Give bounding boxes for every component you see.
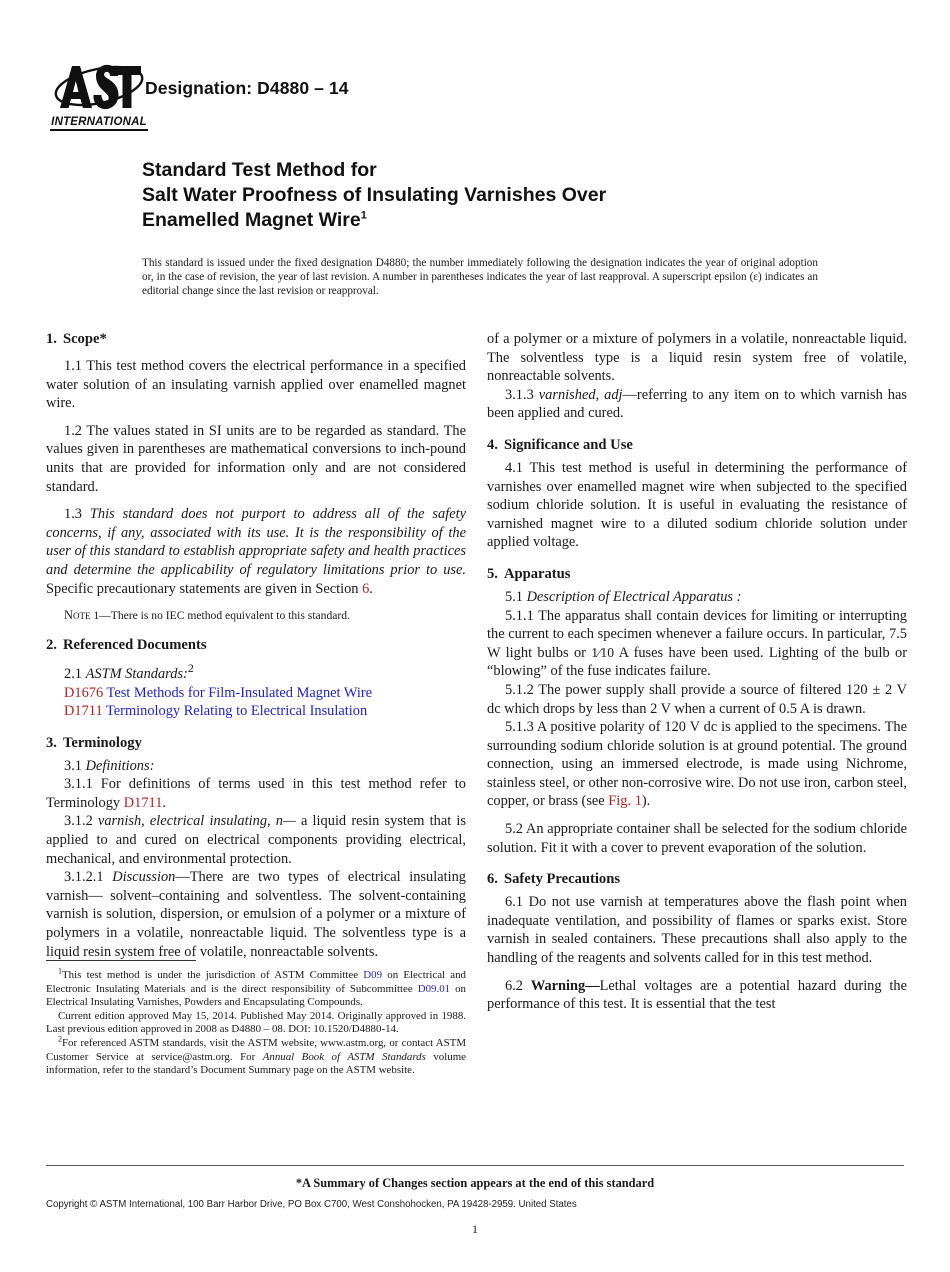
astm-logo [50,58,148,138]
paragraph-1-3 [46,505,466,598]
footnote-text-italic: Annual Book of ASTM Standards [262,1050,426,1063]
paragraph-5-1-2 [487,681,907,718]
paragraph-text-tail: . [162,794,166,811]
footnote-text: This test method is under the jurisdiction of ASTM Committee [62,969,364,981]
title-line-3: Enamelled Magnet Wire [142,209,361,231]
astm-logo-icon [52,58,146,120]
footnote-marker-2: 2 [187,661,194,676]
paragraph-text: Do not use varnish at temperatures above the flash point when inadequate ventilation, and possibility of flames or sparks exist. Store varnish in sealed containers. These precautions shall also apply to the handling of the reagents and solvents called for in this test method. [487,894,907,967]
page-title [142,158,842,233]
paragraph-text: This test method covers the electrical performance in a specified water solution of an insulating varnish applied over enamelled magnet wire. [46,358,467,412]
warning-label: Warning— [530,977,600,994]
paragraph-text: —There are two types of electrical insulating varnish— solvent–containing and solventless. The solvent-containing varnish is solution, dispersion, or emulsion of a polymer or a mixture of polymers in a volatile, nonreactable liquid. The solventless type is a liquid resin system free of volatile, nonreactable solvents. [46,869,466,960]
section-title: Significance and Use [503,436,633,453]
standard-title-link[interactable]: Terminology Relating to Electrical Insulation [105,703,368,720]
figure-1-link[interactable]: Fig. 1 [608,793,642,810]
designation-label: Designation: D4880 – 14 [145,78,349,98]
paragraph-text: An appropriate container shall be selected for the sodium chloride solution. Fit it with a cover to prevent evaporation of the solution. [487,821,907,856]
standard-designation-link[interactable]: D1676 [64,684,104,701]
astm-logo-subtext: INTERNATIONAL [50,116,148,131]
paragraph-2-1 [46,659,466,683]
paragraph-number: 5.1.2 [505,681,534,698]
footnote-text: on Electrical and Electronic Insulating Materials and is the direct responsibility of Subcommittee [46,969,466,995]
title-line-2: Salt Water Proofness of Insulating Varnishes Over [142,184,607,206]
paragraph-text: a liquid resin system that is applied to and cured on electrical components providing electrical, mechanical, and environmental protection. [46,813,466,867]
footnote-marker: 2 [58,1034,62,1044]
footnote-text: For referenced ASTM standards, visit the ASTM website, www.astm.org, or contact ASTM Customer Service at service@astm.org. For [46,1036,466,1063]
paragraph-3-1-1 [46,775,466,812]
term-italic: varnished, adj [538,386,623,403]
d1711-link[interactable]: D1711 [123,794,163,811]
section-heading-scope [46,330,466,348]
section-title: Safety Precautions [503,871,621,888]
paragraph-text: The power supply shall provide a source of filtered 120 ± 2 V dc which drops by less than 2 V when a current of 0.5 A is drawn. [487,681,907,717]
referenced-standards-list [46,684,466,721]
section-heading-apparatus [487,565,907,583]
paragraph-number: 3.1.2.1 [64,869,104,886]
paragraph-number: 1.3 [64,506,82,523]
standard-title-link[interactable]: Test Methods for Film-Insulated Magnet Wire [106,684,373,701]
paragraph-5-1-1 [487,607,907,681]
list-item[interactable] [64,702,466,721]
paragraph-number: 3.1.2 [64,813,93,830]
paragraph-3-1-2-1 [46,868,466,961]
section-heading-referenced-documents [46,636,466,654]
paragraph-number: 5.1 [505,588,523,605]
section-number: 3. [46,734,57,751]
footnote-text: volume information, refer to the standard’s Document Summary page on the ASTM website. [46,1050,467,1077]
section-title: Referenced Documents [62,637,207,654]
paragraph-text-italic: Definitions: [85,757,155,774]
footnote-1 [46,966,466,1010]
subcommittee-d0901-link[interactable]: D09.01 [417,982,451,995]
paragraph-3-1-3 [487,386,907,423]
paragraph-5-1-3 [487,718,907,811]
footnote-divider [46,960,196,961]
page-number: 1 [472,1222,478,1236]
section-number: 4. [487,436,498,453]
paragraph-4-1 [487,459,907,552]
paragraph-number: 3.1.3 [505,386,534,403]
summary-of-changes-note: *A Summary of Changes section appears at the end of this standard [295,1176,655,1190]
title-line-1: Standard Test Method for [142,159,377,181]
section-number: 5. [487,565,498,582]
section-number: 6. [487,871,498,888]
note-label: Note [64,608,91,623]
section-heading-significance-and-use [487,436,907,454]
paragraph-number: 4.1 [505,459,523,476]
footnote-2 [46,1034,467,1078]
note-number: 1 [93,609,100,623]
paragraph-number: 6.1 [505,894,523,911]
paragraph-1-2 [46,422,466,496]
footer-divider [46,1165,904,1166]
column-left [46,330,466,961]
list-item[interactable] [64,684,466,703]
term-italic: varnish, electrical insulating, n— [97,813,296,830]
paragraph-number: 5.1.3 [505,719,534,736]
paragraph-text: A positive polarity of 120 V dc is applied to the specimens. The surrounding sodium chloride solution is at ground potential. The ground connection, using an immersed electrode, is made using Nichrome, stainless steel, or other non-corrosive wire. Do not use iron, carbon steel, copper, or brass (see [487,719,908,810]
paragraph-text: This test method is useful in determining the performance of varnishes over enamelled magnet wire when subjected to the specified sodium chloride solution. It is useful in evaluating the resistance of varnished magnet wire to a diluted sodium chloride solution under applied voltage. [487,459,907,551]
paragraph-number: 3.1 [64,757,82,774]
paragraph-5-1 [487,588,907,607]
section-title: Scope* [62,331,107,347]
fraction-one-tenth: 1⁄10 [591,644,615,660]
paragraph-number: 5.2 [505,821,523,838]
footnote-edition-info: Current edition approved May 15, 2014. Published May 2014. Originally approved in 1988. Last previous edition approved in 2008 as D4880 – 08. DOI: 10.1520/D4880-14. [46,1009,466,1036]
section-number: 2. [46,637,57,654]
paragraph-6-1 [487,893,907,967]
title-block [142,158,842,233]
paragraph-text: Lethal voltages are a potential hazard during the performance of this test. It is essential that the test [487,977,907,1013]
paragraph-text: —referring to any item on to which varnish has been applied and cured. [487,386,907,422]
paragraph-text: Specific precautionary statements are given in Section [46,580,359,597]
section-6-link[interactable]: 6 [362,580,370,597]
paragraph-3-1-2 [46,812,466,868]
note-text: —There is no IEC method equivalent to this standard. [99,609,350,623]
paragraph-text: For definitions of terms used in this test method refer to Terminology [46,776,466,811]
section-title: Terminology [62,734,142,751]
paragraph-text-italic: Description of Electrical Apparatus : [526,588,742,605]
preamble-text: This standard is issued under the fixed designation D4880; the number immediately following the designation indicates the year of original adoption or, in the case of revision, the year of last revision. A number in parentheses indicates the year of last reapproval. A superscript epsilon (ε) indicates an editorial change since the last revision or reapproval. [142,257,818,298]
paragraph-number: 1.1 [64,358,82,374]
paragraph-number: 6.2 [505,977,523,994]
footnote-text: on Electrical Insulating Varnishes, Powders and Encapsulating Compounds. [46,982,466,1009]
section-title: Apparatus [503,565,571,582]
standard-designation-link[interactable]: D1711 [64,703,103,720]
paragraph-3-1-2-1-continued [487,330,907,386]
copyright-notice: Copyright © ASTM International, 100 Barr Harbor Drive, PO Box C700, West Conshohocken, PA 19428-2959. United States [46,1199,577,1210]
paragraph-text: The values stated in SI units are to be regarded as standard. The values given in parentheses are mathematical conversions to inch-pound units that are provided for information only and are not considered standard. [46,422,466,495]
paragraph-number: 2.1 [64,665,82,682]
paragraph-text-tail: . [369,580,373,597]
section-heading-safety-precautions [487,870,907,888]
column-right [487,330,907,1014]
paragraph-text-tail: A fuses have been used. Lighting of the bulb or “blowing” of the fuse indicates failure. [487,644,907,680]
paragraph-text-italic: ASTM Standards: [85,665,188,682]
title-footnote-marker: 1 [360,209,367,222]
paragraph-6-2 [487,977,907,1014]
paragraph-number: 3.1.1 [64,776,93,793]
footnotes-block [46,960,466,1078]
paragraph-number: 1.2 [64,422,82,439]
committee-d09-link[interactable]: D09 [363,969,383,981]
paragraph-5-2 [487,820,907,857]
masthead [50,58,900,144]
footnote-marker: 1 [58,966,62,976]
section-number: 1. [46,331,57,347]
paragraph-1-1 [46,357,466,413]
paragraph-number: 5.1.1 [505,607,534,624]
paragraph-text-italic: This standard does not purport to address all of the safety concerns, if any, associated with its use. It is the responsibility of the user of this standard to establish appropriate safety and health practices and determine the applicability of regulatory limitations prior to use. [46,506,466,578]
section-heading-terminology [46,734,466,752]
note-1 [46,608,466,623]
paragraph-text: The apparatus shall contain devices for limiting or interrupting the current to each specimen whenever a failure occurs. In particular, 7.5 W light bulbs or [487,607,907,661]
paragraph-text: of a polymer or a mixture of polymers in a volatile, nonreactable liquid. The solventless type is a liquid resin system free of volatile, nonreactable solvents. [487,331,907,385]
discussion-label-italic: Discussion [112,869,176,886]
paragraph-text-tail: ). [641,793,651,810]
paragraph-3-1 [46,757,466,776]
